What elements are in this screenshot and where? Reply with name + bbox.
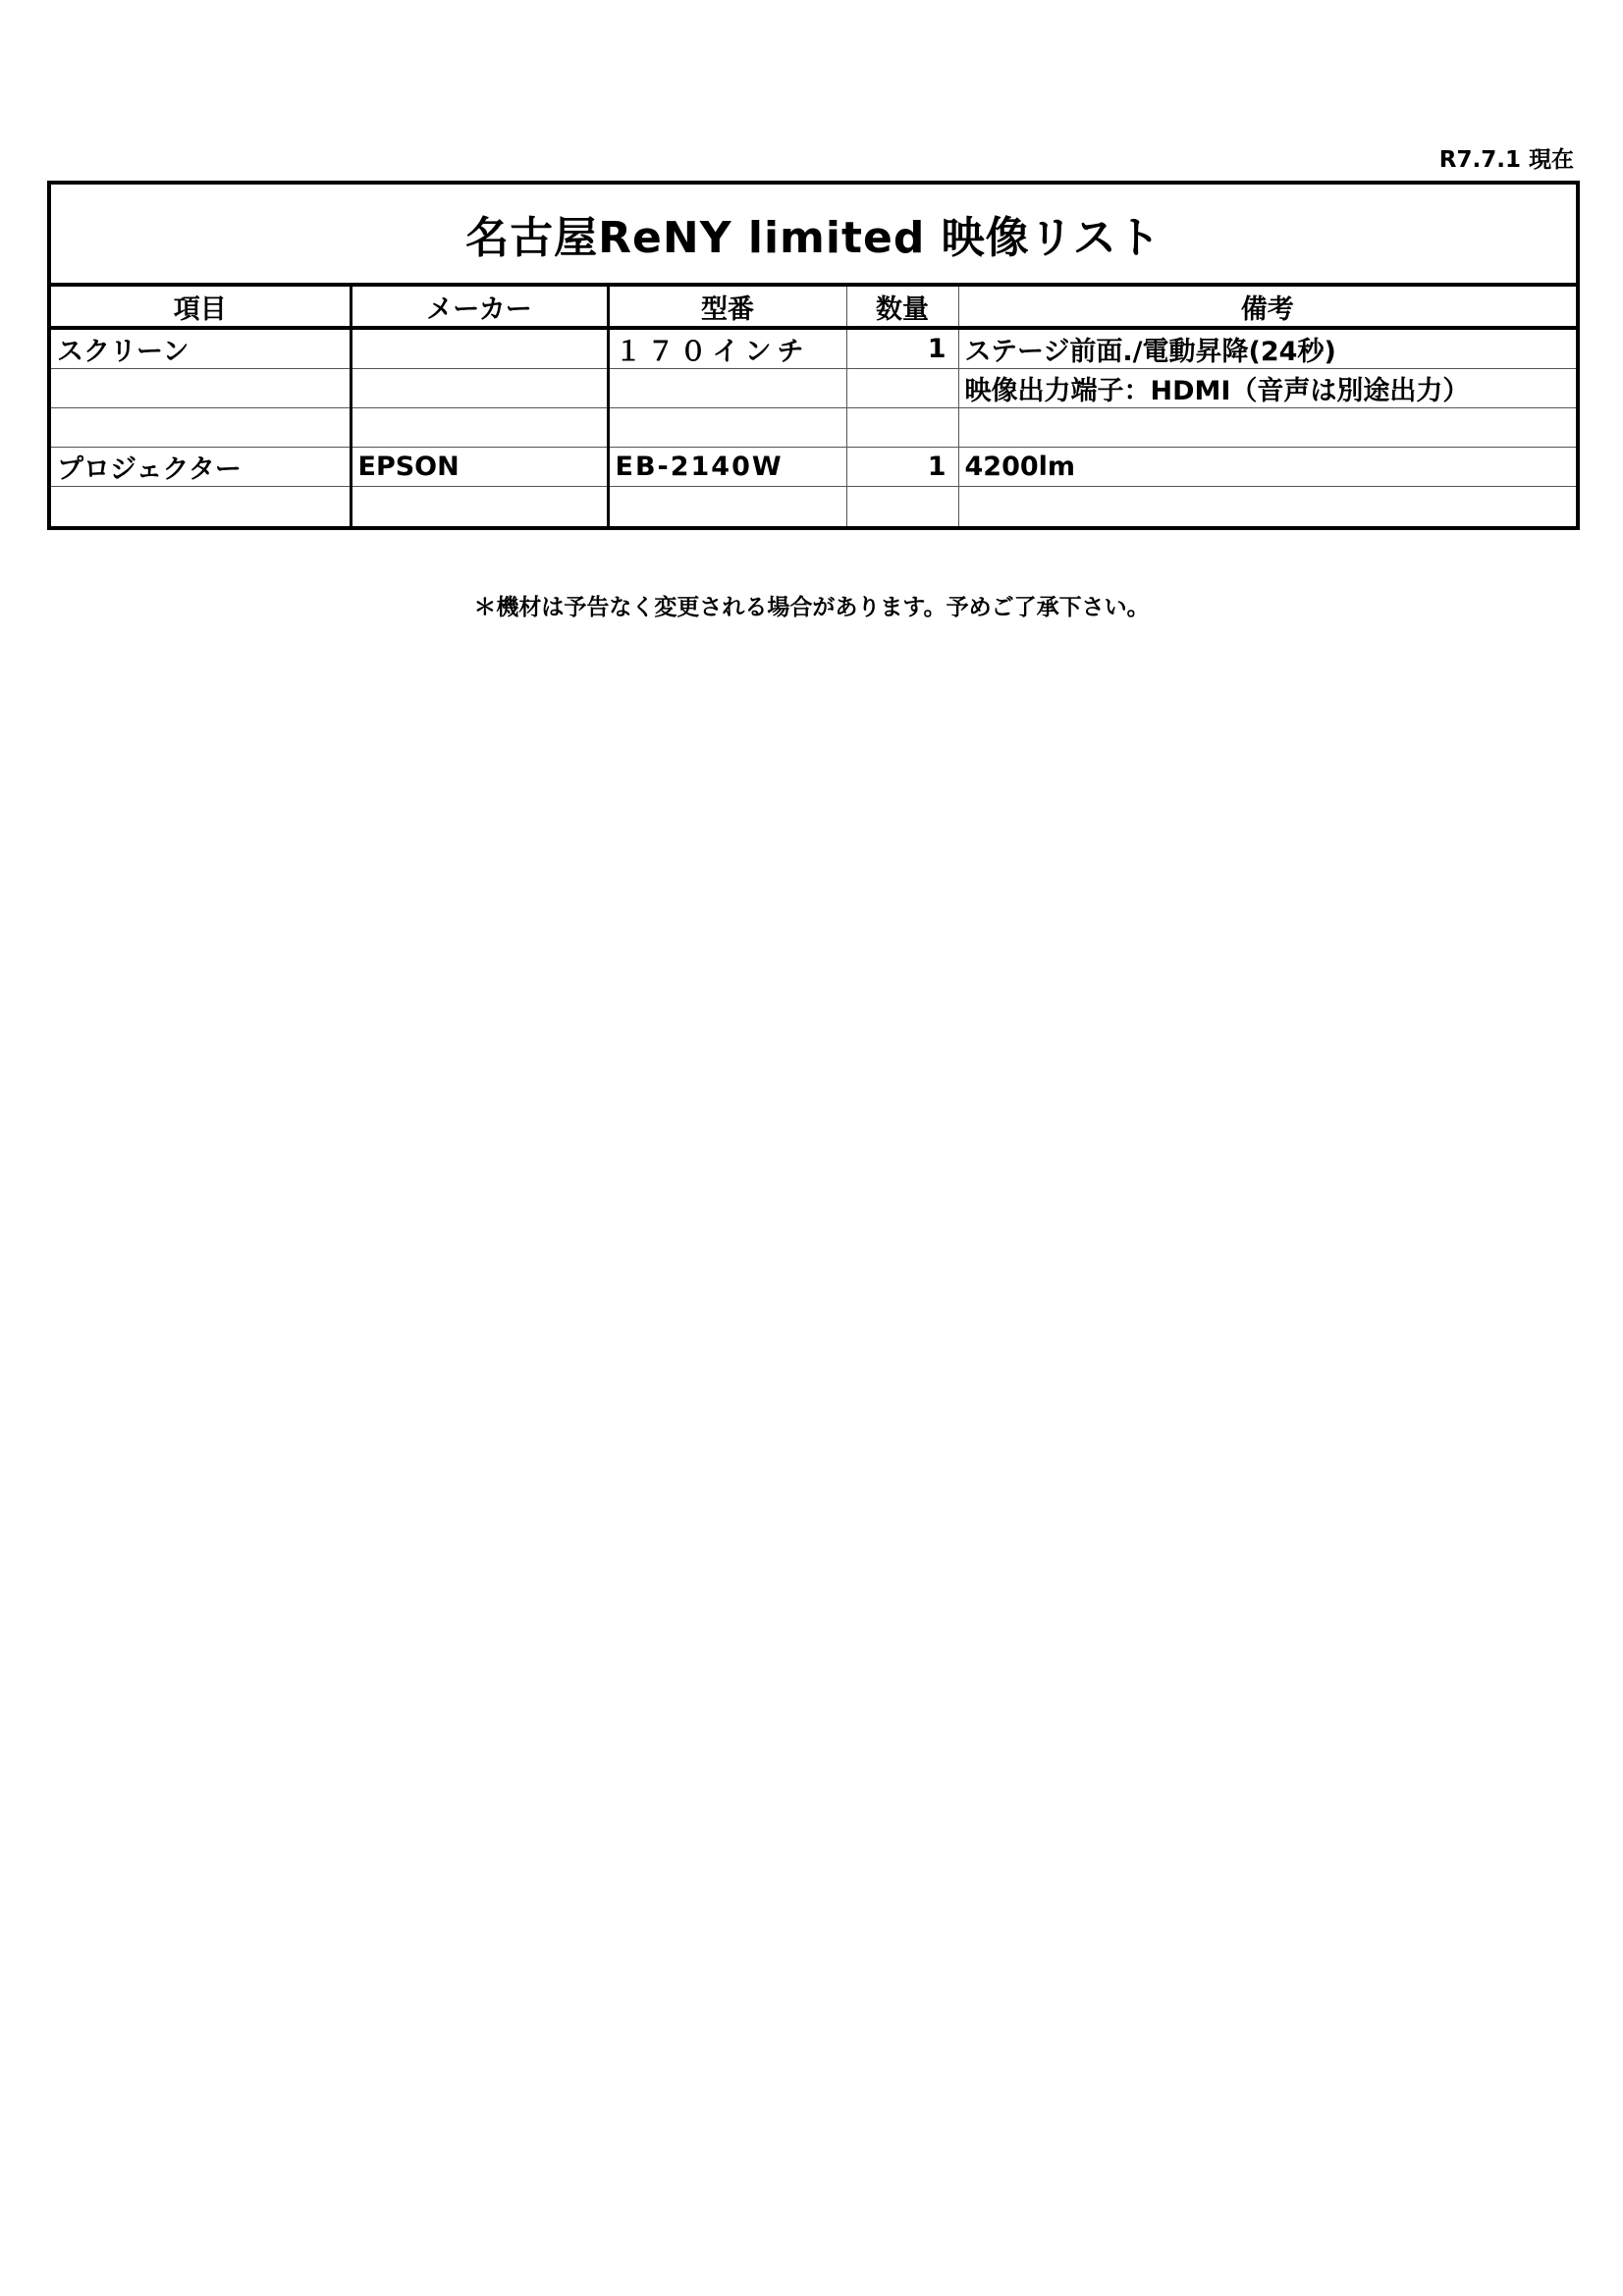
cell-quantity: 1 bbox=[846, 448, 958, 487]
table-row bbox=[51, 369, 1576, 408]
page-title: 名古屋ReNY limited 映像リスト bbox=[51, 185, 1576, 287]
column-header-remarks: 備考 bbox=[958, 287, 1576, 328]
table-row bbox=[51, 448, 1576, 487]
cell-maker bbox=[351, 487, 608, 526]
cell-model: １７０インチ bbox=[608, 328, 846, 369]
cell-remarks: ステージ前面./電動昇降(24秒) bbox=[958, 328, 1576, 369]
cell-model bbox=[608, 369, 846, 408]
cell-maker bbox=[351, 328, 608, 369]
cell-quantity bbox=[846, 369, 958, 408]
header-row bbox=[51, 287, 1576, 328]
cell-maker: EPSON bbox=[351, 448, 608, 487]
cell-model bbox=[608, 408, 846, 448]
equipment-list-table bbox=[47, 181, 1580, 530]
cell-item bbox=[51, 487, 351, 526]
date-note: R7.7.1 現在 bbox=[1438, 147, 1574, 173]
table-row bbox=[51, 328, 1576, 369]
cell-model bbox=[608, 487, 846, 526]
table-row bbox=[51, 408, 1576, 448]
cell-maker bbox=[351, 408, 608, 448]
cell-remarks: 4200lm bbox=[958, 448, 1576, 487]
cell-quantity bbox=[846, 487, 958, 526]
cell-remarks bbox=[958, 408, 1576, 448]
column-header-item: 項目 bbox=[51, 287, 351, 328]
table-row bbox=[51, 487, 1576, 526]
cell-quantity: 1 bbox=[846, 328, 958, 369]
cell-remarks bbox=[958, 487, 1576, 526]
column-header-model: 型番 bbox=[608, 287, 846, 328]
cell-model: EB-2140W bbox=[608, 448, 846, 487]
cell-remarks: 映像出力端子：HDMI（音声は別途出力） bbox=[958, 369, 1576, 408]
equipment-table bbox=[51, 287, 1576, 526]
cell-item: スクリーン bbox=[51, 328, 351, 369]
equipment-change-notice: ＊機材は予告なく変更される場合があります。予めご了承下さい。 bbox=[473, 595, 1150, 620]
cell-item bbox=[51, 408, 351, 448]
cell-maker bbox=[351, 369, 608, 408]
cell-quantity bbox=[846, 408, 958, 448]
cell-item: プロジェクター bbox=[51, 448, 351, 487]
column-header-maker: メーカー bbox=[351, 287, 608, 328]
column-header-quantity: 数量 bbox=[846, 287, 958, 328]
cell-item bbox=[51, 369, 351, 408]
